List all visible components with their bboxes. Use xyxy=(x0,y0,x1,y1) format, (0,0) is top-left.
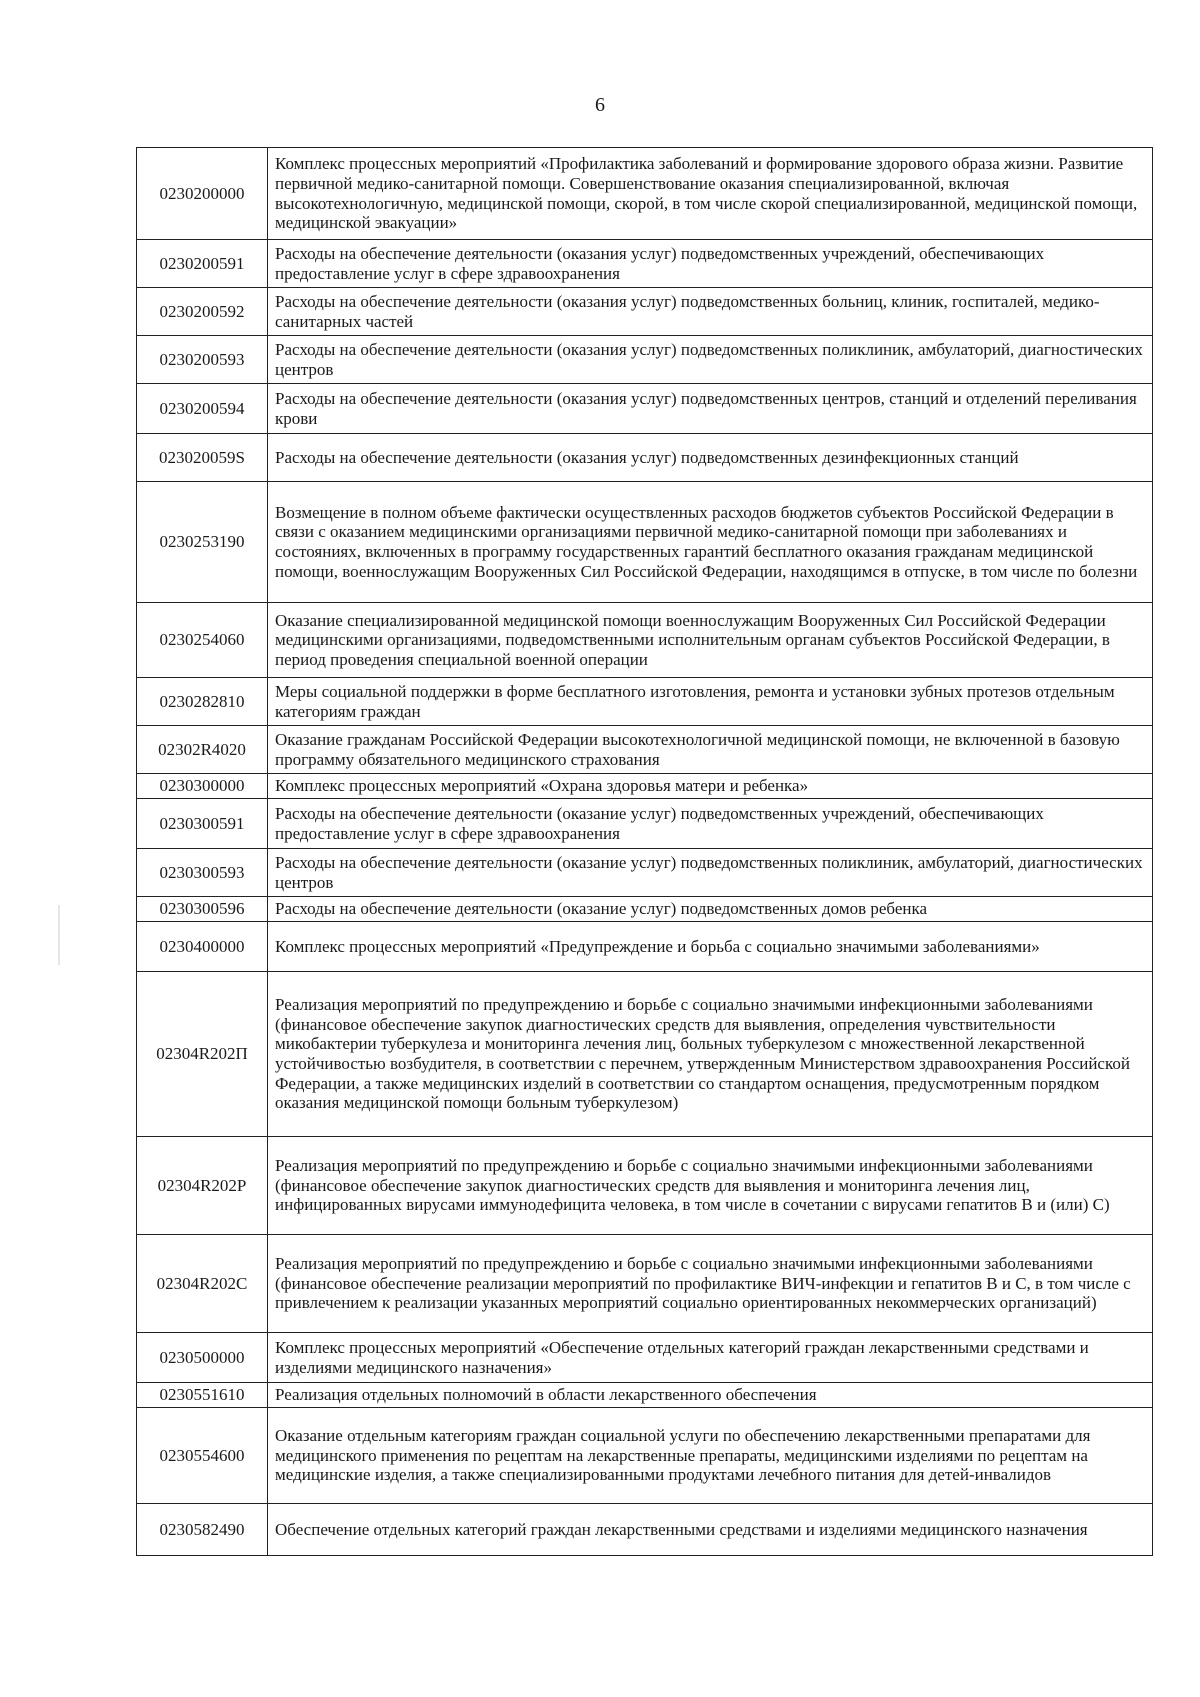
row-description: Расходы на обеспечение деятельности (оказание услуг) подведомственных учреждений, обеспечивающих предоставление услуг в сфере здравоохранения xyxy=(268,799,1153,849)
table-row xyxy=(137,1504,1153,1556)
row-description: Расходы на обеспечение деятельности (оказания услуг) подведомственных поликлиник, амбулаторий, диагностических центров xyxy=(268,336,1153,384)
table-row xyxy=(137,1137,1153,1235)
row-description: Реализация мероприятий по предупреждению и борьбе с социально значимыми инфекционными заболеваниями (финансовое обеспечение закупок диагностических средств для выявления, определения чувствительности микобактерии туберкулеза и мониторинга лечения лиц, больных туберкулезом с множественной лекарственной устойчивостью возбудителя, в соответствии с перечнем, утвержденным Министерством здравоохранения Российской Федерации, а также медицинских изделий в соответствии со стандартом оснащения, предусмотренным порядком оказания медицинской помощи больным туберкулезом) xyxy=(268,972,1153,1137)
row-code: 0230300596 xyxy=(137,897,268,922)
row-code: 0230253190 xyxy=(137,482,268,603)
row-code: 0230200594 xyxy=(137,384,268,434)
table-row xyxy=(137,482,1153,603)
row-code: 0230400000 xyxy=(137,922,268,972)
row-description: Расходы на обеспечение деятельности (оказания услуг) подведомственных центров, станций и отделений переливания крови xyxy=(268,384,1153,434)
table-row xyxy=(137,799,1153,849)
row-code: 02304R202Р xyxy=(137,1137,268,1235)
row-code: 0230554600 xyxy=(137,1408,268,1504)
row-code: 0230254060 xyxy=(137,603,268,678)
row-description: Комплекс процессных мероприятий «Предупреждение и борьба с социально значимыми заболеваниями» xyxy=(268,922,1153,972)
row-code: 0230300591 xyxy=(137,799,268,849)
row-code: 0230300000 xyxy=(137,774,268,799)
table-row xyxy=(137,434,1153,482)
row-description: Реализация мероприятий по предупреждению и борьбе с социально значимыми инфекционными заболеваниями (финансовое обеспечение закупок диагностических средств для выявления и мониторинга лечения лиц, инфицированных вирусами иммунодефицита человека, в том числе в сочетании с вирусами гепатитов В и (или) С) xyxy=(268,1137,1153,1235)
row-code: 02302R4020 xyxy=(137,726,268,774)
row-description: Комплекс процессных мероприятий «Охрана здоровья матери и ребенка» xyxy=(268,774,1153,799)
table-row xyxy=(137,922,1153,972)
table-row xyxy=(137,972,1153,1137)
row-description: Расходы на обеспечение деятельности (оказания услуг) подведомственных учреждений, обеспечивающих предоставление услуг в сфере здравоохранения xyxy=(268,240,1153,288)
row-code: 023020059S xyxy=(137,434,268,482)
table-row xyxy=(137,336,1153,384)
page-number: 6 xyxy=(595,94,605,116)
row-description: Комплекс процессных мероприятий «Профилактика заболеваний и формирование здорового образа жизни. Развитие первичной медико-санитарной помощи. Совершенствование оказания специализированной, включая высокотехнологичную, медицинской помощи, скорой, в том числе скорой специализированной, медицинской помощи, медицинской эвакуации» xyxy=(268,148,1153,240)
row-description: Оказание гражданам Российской Федерации высокотехнологичной медицинской помощи, не включенной в базовую программу обязательного медицинского страхования xyxy=(268,726,1153,774)
row-code: 0230582490 xyxy=(137,1504,268,1556)
row-description: Меры социальной поддержки в форме бесплатного изготовления, ремонта и установки зубных протезов отдельным категориям граждан xyxy=(268,678,1153,726)
row-description: Обеспечение отдельных категорий граждан лекарственными средствами и изделиями медицинского назначения xyxy=(268,1504,1153,1556)
table-row xyxy=(137,774,1153,799)
row-code: 0230200593 xyxy=(137,336,268,384)
table-row xyxy=(137,1333,1153,1383)
table-row xyxy=(137,148,1153,240)
table-row xyxy=(137,726,1153,774)
row-code: 02304R202П xyxy=(137,972,268,1137)
table-row xyxy=(137,849,1153,897)
row-code: 0230200000 xyxy=(137,148,268,240)
row-description: Реализация мероприятий по предупреждению и борьбе с социально значимыми инфекционными заболеваниями (финансовое обеспечение реализации мероприятий по профилактике ВИЧ-инфекции и гепатитов В и С, в том числе с привлечением к реализации указанных мероприятий социально ориентированных некоммерческих организаций) xyxy=(268,1235,1153,1333)
table-row xyxy=(137,1383,1153,1408)
table-row xyxy=(137,603,1153,678)
row-description: Расходы на обеспечение деятельности (оказание услуг) подведомственных поликлиник, амбулаторий, диагностических центров xyxy=(268,849,1153,897)
table-row xyxy=(137,288,1153,336)
table-row xyxy=(137,678,1153,726)
row-description: Возмещение в полном объеме фактически осуществленных расходов бюджетов субъектов Российской Федерации в связи с оказанием медицинскими организациями первичной медико-санитарной помощи при заболеваниях и состояниях, включенных в программу государственных гарантий бесплатного оказания гражданам медицинской помощи, военнослужащим Вооруженных Сил Российской Федерации, находящимся в отпуске, в том числе по болезни xyxy=(268,482,1153,603)
row-description: Реализация отдельных полномочий в области лекарственного обеспечения xyxy=(268,1383,1153,1408)
scan-margin-mark xyxy=(58,905,60,965)
row-code: 0230551610 xyxy=(137,1383,268,1408)
table-row xyxy=(137,1235,1153,1333)
row-description: Оказание специализированной медицинской помощи военнослужащим Вооруженных Сил Российской Федерации медицинскими организациями, подведомственными исполнительным органам субъектов Российской Федерации, в период проведения специальной военной операции xyxy=(268,603,1153,678)
table-body xyxy=(137,148,1153,1556)
row-description: Расходы на обеспечение деятельности (оказание услуг) подведомственных домов ребенка xyxy=(268,897,1153,922)
row-description: Комплекс процессных мероприятий «Обеспечение отдельных категорий граждан лекарственными средствами и изделиями медицинского назначения» xyxy=(268,1333,1153,1383)
row-code: 0230200591 xyxy=(137,240,268,288)
row-code: 0230300593 xyxy=(137,849,268,897)
table-row xyxy=(137,1408,1153,1504)
budget-classification-table xyxy=(136,147,1153,1556)
row-description: Расходы на обеспечение деятельности (оказания услуг) подведомственных больниц, клиник, госпиталей, медико-санитарных частей xyxy=(268,288,1153,336)
row-code: 02304R202С xyxy=(137,1235,268,1333)
row-code: 0230500000 xyxy=(137,1333,268,1383)
table-row xyxy=(137,897,1153,922)
table-row xyxy=(137,384,1153,434)
table-row xyxy=(137,240,1153,288)
row-code: 0230282810 xyxy=(137,678,268,726)
row-code: 0230200592 xyxy=(137,288,268,336)
row-description: Расходы на обеспечение деятельности (оказания услуг) подведомственных дезинфекционных станций xyxy=(268,434,1153,482)
row-description: Оказание отдельным категориям граждан социальной услуги по обеспечению лекарственными препаратами для медицинского применения по рецептам на лекарственные препараты, медицинскими изделиями по рецептам на медицинские изделия, а также специализированными продуктами лечебного питания для детей-инвалидов xyxy=(268,1408,1153,1504)
